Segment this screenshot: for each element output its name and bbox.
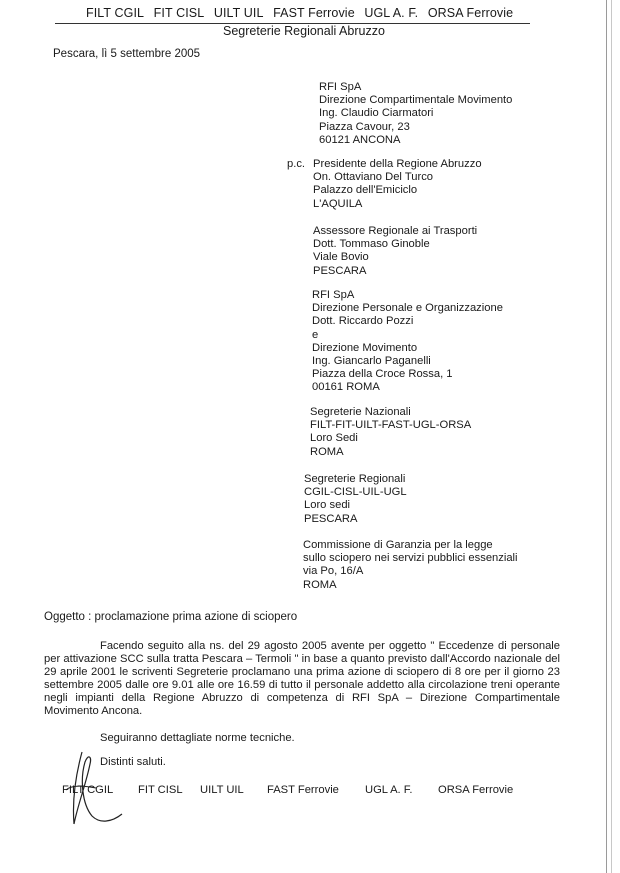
header-union-uilt: UILT UIL	[213, 6, 264, 20]
header-union-filt: FILT CGIL	[86, 6, 145, 20]
cc-address-segreterie-nazionali	[310, 406, 471, 459]
address-line: PESCARA	[313, 264, 367, 277]
address-line: sullo sciopero nei servizi pubblici essenziali	[303, 552, 518, 565]
signatory-filt: FILT CGIL	[62, 784, 114, 796]
address-line: L'AQUILA	[313, 197, 363, 210]
cc-address-segreterie-regionali	[304, 473, 407, 526]
address-line: ROMA	[310, 445, 344, 458]
cc-address-regione	[313, 158, 482, 211]
address-line: 60121 ANCONA	[319, 133, 401, 146]
closing-greeting: Distinti saluti.	[100, 756, 166, 768]
signatory-ugl: UGL A. F.	[365, 784, 413, 796]
header-subtitle: Segreterie Regionali Abruzzo	[223, 24, 385, 38]
signatory-fast: FAST Ferrovie	[267, 784, 339, 796]
address-line: Commissione di Garanzia per la legge	[303, 539, 493, 551]
address-line: Loro Sedi	[310, 432, 358, 445]
address-line: Segreterie Regionali	[304, 473, 406, 485]
recipient-address	[319, 81, 512, 147]
address-line: RFI SpA	[312, 289, 355, 301]
address-line: Palazzo dell'Emiciclo	[313, 184, 418, 197]
header-union-fit: FIT CISL	[153, 6, 205, 20]
address-line: Direzione Personale e Organizzazione	[312, 302, 503, 315]
address-line: Piazza della Croce Rossa, 1	[312, 368, 453, 381]
address-line: 00161 ROMA	[312, 381, 380, 394]
address-line: RFI SpA	[319, 81, 362, 93]
address-line: PESCARA	[304, 512, 358, 525]
address-line: Ing. Claudio Ciarmatori	[319, 107, 434, 120]
header-union-orsa: ORSA Ferrovie	[427, 6, 514, 20]
address-line: ROMA	[303, 578, 337, 591]
header-unions	[86, 6, 519, 20]
letter-date: Pescara, lì 5 settembre 2005	[53, 48, 201, 60]
letter-body	[44, 640, 560, 718]
header-union-fast: FAST Ferrovie	[273, 6, 355, 20]
address-line: On. Ottaviano Del Turco	[313, 171, 434, 184]
cc-address-assessore	[313, 225, 477, 278]
body-paragraph: Facendo seguito alla ns. del 29 agosto 2005 avente per oggetto " Eccedenze di personale per attivazione SCC sulla tratta Pescara – Termoli " in base a quanto previsto dall'Accordo nazionale del 29 aprile 2001 le scriventi Segreterie proclamano una prima azione di sciopero di 8 ore per il giorno 23 settembre 2005 dalle ore 9.01 alle ore 16.59 di tutto il personale addetto alla circolazione treni operante negli impianti della Regione Abruzzo di competenza di RFI SpA – Direzione Compartimentale Movimento Ancona.	[44, 640, 560, 717]
address-line: e	[312, 328, 319, 341]
signatory-orsa: ORSA Ferrovie	[438, 784, 514, 796]
address-line: via Po, 16/A	[303, 565, 364, 578]
cc-label: p.c.	[287, 158, 306, 170]
address-line: Presidente della Regione Abruzzo	[313, 158, 482, 170]
address-line: Ing. Giancarlo Paganelli	[312, 354, 431, 367]
signatory-uilt: UILT UIL	[200, 784, 244, 796]
address-line: CGIL-CISL-UIL-UGL	[304, 486, 407, 499]
address-line: Dott. Riccardo Pozzi	[312, 315, 414, 328]
address-line: Piazza Cavour, 23	[319, 120, 410, 133]
address-line: Loro sedi	[304, 499, 351, 512]
subject-line: Oggetto : proclamazione prima azione di sciopero	[44, 611, 298, 623]
scan-edge-line	[606, 0, 607, 873]
cc-address-rfi	[312, 289, 503, 395]
signatory-fit: FIT CISL	[138, 784, 183, 796]
follow-up-note: Seguiranno dettagliate norme tecniche.	[100, 732, 295, 744]
address-line: Viale Bovio	[313, 251, 369, 264]
address-line: FILT-FIT-UILT-FAST-UGL-ORSA	[310, 419, 472, 432]
address-line: Direzione Compartimentale Movimento	[319, 94, 513, 107]
address-line: Dott. Tommaso Ginoble	[313, 238, 430, 251]
address-line: Direzione Movimento	[312, 341, 418, 354]
header-union-ugl: UGL A. F.	[364, 6, 419, 20]
cc-address-commissione	[303, 539, 518, 592]
address-line: Assessore Regionale ai Trasporti	[313, 225, 478, 237]
scan-edge-line	[611, 0, 612, 873]
address-line: Segreterie Nazionali	[310, 406, 411, 418]
